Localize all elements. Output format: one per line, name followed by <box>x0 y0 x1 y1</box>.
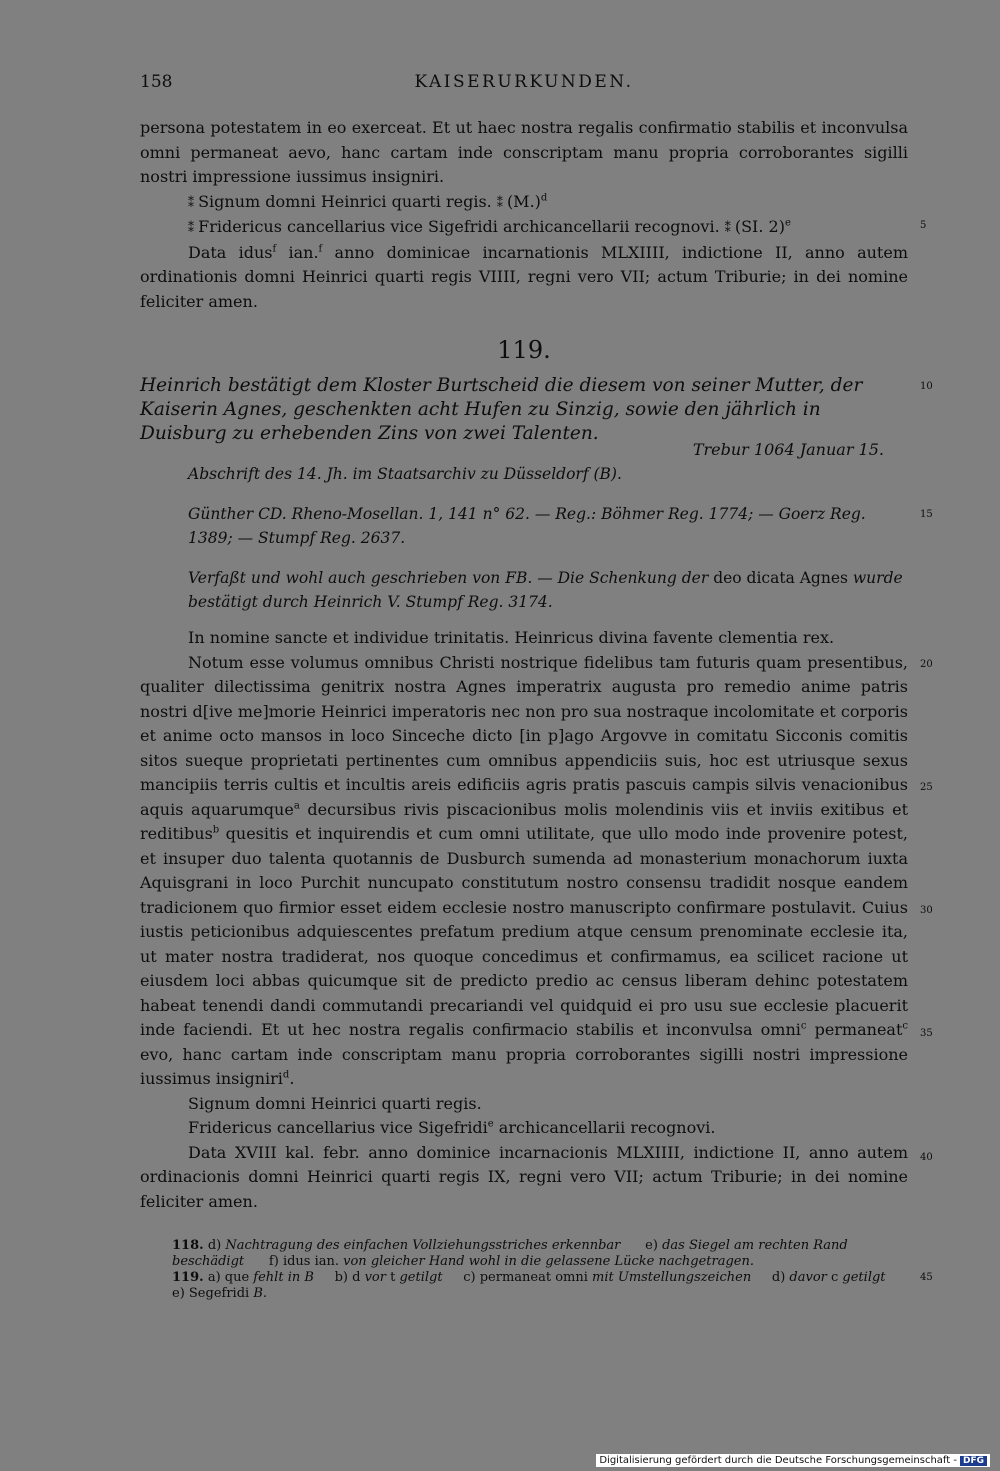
note-part: Verfaßt und wohl auch geschrieben von FB. — Die Schenkung der <box>188 569 709 587</box>
footnote-part: von gleicher Hand wohl in die gelassene Lücke nachgetragen. <box>343 1254 754 1269</box>
footnote-part: c <box>826 1270 843 1285</box>
footnote-part: c) permaneat omni <box>463 1270 593 1285</box>
line-number: 30 <box>920 905 933 916</box>
footnote-number: 118. <box>172 1238 204 1253</box>
body-part: decursibus rivis piscacionibus molis molendinis viis et inviis exitibus et reditibus <box>140 799 909 843</box>
note-ref: b <box>212 824 220 836</box>
doc-119-recognition <box>140 1116 908 1141</box>
footnote-part: a) que <box>207 1270 254 1285</box>
body-part: permaneat <box>806 1020 903 1039</box>
note-part: deo dicata Agnes <box>713 569 848 587</box>
note-ref: a <box>293 800 300 812</box>
footnote-119 <box>172 1270 908 1302</box>
place-date: Trebur 1064 Januar 15. <box>692 440 884 459</box>
footnote-part: b) d <box>334 1270 365 1285</box>
line-number: 25 <box>920 782 933 793</box>
line-number: 5 <box>920 220 927 231</box>
regest <box>140 374 908 459</box>
running-title: KAISERURKUNDEN. <box>414 72 634 92</box>
doc-118-text <box>140 116 908 314</box>
editorial-note <box>188 566 908 614</box>
page-number: 158 <box>140 72 173 92</box>
tradition-note <box>188 462 908 486</box>
line-number: 20 <box>920 659 933 670</box>
footnote-part: fehlt in B <box>253 1270 314 1285</box>
footnote-part: e) <box>645 1238 663 1253</box>
cross-mark: ⁑ <box>496 195 502 210</box>
note-ref: c <box>800 1020 807 1032</box>
footnote-part: e) Segefridi <box>172 1286 254 1301</box>
document-number: 119. <box>497 336 551 364</box>
doc-118-recognition <box>140 215 908 241</box>
footnote-part: B. <box>253 1286 267 1301</box>
dfg-logo: DFG <box>960 1456 987 1466</box>
datum-part: anno dominicae incarnationis MLXIIII, indictione II, anno autem ordinationis domni Heinrici quarti regis VIIII, regni vero VII; actum Triburie; in dei nomine feliciter amen. <box>140 242 908 311</box>
digitization-credit <box>596 1454 990 1467</box>
footnotes <box>172 1238 908 1302</box>
recognition-part: Fridericus cancellarius vice Sigefridi <box>188 1118 488 1137</box>
cross-mark: ⁑ <box>188 195 193 210</box>
footnote-part: getilgt <box>842 1270 886 1285</box>
cross-mark: ⁑ <box>724 221 730 235</box>
body-part: Notum esse volumus omnibus Christi nostrique fidelibus tam futuris quam presentibus, qualiter dilectissima genitrix nostra Agnes imperatrix augusta pro remedio anime patris nostri d[ive me]morie Heinrici imperatoris nec non pro sua nostraque incolomitate et corporis et anime octo mansos in loco Sinceche dicto [in p]ago Argovve in comitatu Sicconis comitis sitos sueque proprietati pertinentes cum omnibus appendiciis suis, hoc est utriusque sexus mancipiis terris cultis et incultis areis edificiis agris pratis pascuis campis silvis venacionibus aquis aquarumque <box>140 652 908 819</box>
body-part: evo, hanc cartam inde conscriptam manu propria corroborantes sigilli nostri impressione iussimus insigniri <box>140 1044 908 1088</box>
line-number: 45 <box>920 1272 933 1283</box>
doc-118-paragraph: persona potestatem in eo exerceat. Et ut haec nostra regalis confirmatio stabilis et inconvulsa omni permaneat aevo, hanc cartam inde conscriptam manu propria corroborantes sigilli nostri impressione iussimus insigniri. <box>140 118 908 186</box>
cross-mark: ⁑ <box>188 221 193 235</box>
line-number: 35 <box>920 1028 933 1039</box>
recognition-part: archicancellarii recognovi. <box>493 1118 716 1137</box>
recognition-text: Fridericus cancellarius vice Sigefridi archicancellarii recognovi. <box>198 217 720 236</box>
footnote-part: f) idus ian. <box>268 1254 344 1269</box>
invocatio: In nomine sancte et individue trinitatis. Heinricus divina favente clementia rex. <box>188 628 835 647</box>
note-ref: e <box>487 1118 494 1130</box>
footnote-part: getilgt <box>399 1270 443 1285</box>
line-number: 40 <box>920 1152 933 1163</box>
seal-mark: (SI. 2) <box>734 217 785 236</box>
credit-text: Digitalisierung gefördert durch die Deutsche Forschungsgemeinschaft - <box>599 1455 957 1466</box>
monogram-mark: (M.) <box>506 191 541 211</box>
line-number: 10 <box>920 381 933 392</box>
note-part: wurde bestätigt durch Heinrich V. Stumpf Reg. 3174. <box>188 569 903 611</box>
note-ref: d <box>540 192 548 204</box>
footnote-part: Nachtragung des einfachen Vollziehungsstriches erkennbar <box>225 1238 621 1253</box>
doc-119-signum: Signum domni Heinrici quarti regis. <box>188 1093 482 1113</box>
footnote-part: mit Umstellungszeichen <box>592 1270 752 1285</box>
footnote-part: vor <box>364 1270 386 1285</box>
editorial-text <box>188 566 908 614</box>
note-ref: e <box>784 217 791 229</box>
footnote-part: d) <box>207 1238 226 1253</box>
doc-119-body <box>140 651 908 1092</box>
literature-text: Günther CD. Rheno-Mosellan. 1, 141 n° 62. — Reg.: Böhmer Reg. 1774; — Goerz Reg. 1389; — Stumpf Reg. 2637. <box>188 505 866 547</box>
body-part: . <box>289 1069 295 1088</box>
regest-text: Heinrich bestätigt dem Kloster Burtscheid die diesem von seiner Mutter, der Kaiserin Agnes, geschenkten acht Hufen zu Sinzig, sowie den jährlich in Duisburg zu erhebenden Zins von zwei Talenten. <box>140 375 863 444</box>
footnote-part: das Siegel am rechten Rand beschädigt <box>172 1238 848 1269</box>
doc-119-text <box>140 626 908 1214</box>
doc-119-datum: Data XVIII kal. febr. anno dominice incarnacionis MLXIIII, indictione II, anno autem ordinacionis domni Heinrici quarti regis IX, regni vero VII; actum Triburie; in dei nomine feliciter amen. <box>140 1142 908 1211</box>
line-number: 15 <box>920 509 933 520</box>
footnote-part: d) <box>771 1270 790 1285</box>
signum-text: Signum domni Heinrici quarti regis. <box>198 191 492 211</box>
note-ref: c <box>902 1020 908 1032</box>
doc-118-datum <box>140 241 908 315</box>
footnote-part: davor <box>789 1270 827 1285</box>
page-header <box>140 72 908 96</box>
note-ref: d <box>282 1069 290 1081</box>
body-part: quesitis et inquirendis et cum omni utilitate, que ullo modo inde provenire potest, et insuper duo talenta quotannis de Dusburch sumenda ad monasterium monachorum iuxta Aquisgrani in loco Purchit nuncupato constitutum nostro consensu tradidit nosque eandem tradicionem quo firmior esset eidem ecclesie nostro manuscripto confirmare postulavit. Cuius iustis peticionibus adquiescentes prefatum predium atque censum prenominate ecclesie ita, ut mater nostra tradiderat, nos quoque concedimus et confirmamus, ea scilicet racione ut eiusdem loci abbas quicumque sit de predicto predio ac census liberam dehinc potestatem habeat tenendi dandi commutandi precariandi vel quidquid ei pro usu sue ecclesie placuerit inde faciendi. Et ut hec nostra regalis confirmacio stabilis et inconvulsa omni <box>140 824 908 1039</box>
footnote-118 <box>172 1238 908 1270</box>
doc-118-signum <box>140 190 908 216</box>
footnote-number: 119. <box>172 1270 204 1285</box>
datum-part: ian. <box>276 242 319 262</box>
footnote-part: t <box>385 1270 400 1285</box>
datum-part: Data idus <box>188 242 273 262</box>
note-ref: f <box>272 243 277 255</box>
note-ref: f <box>318 243 323 255</box>
literature-note <box>188 502 908 550</box>
copy-note: Abschrift des 14. Jh. im Staatsarchiv zu Düsseldorf (B). <box>188 465 622 483</box>
